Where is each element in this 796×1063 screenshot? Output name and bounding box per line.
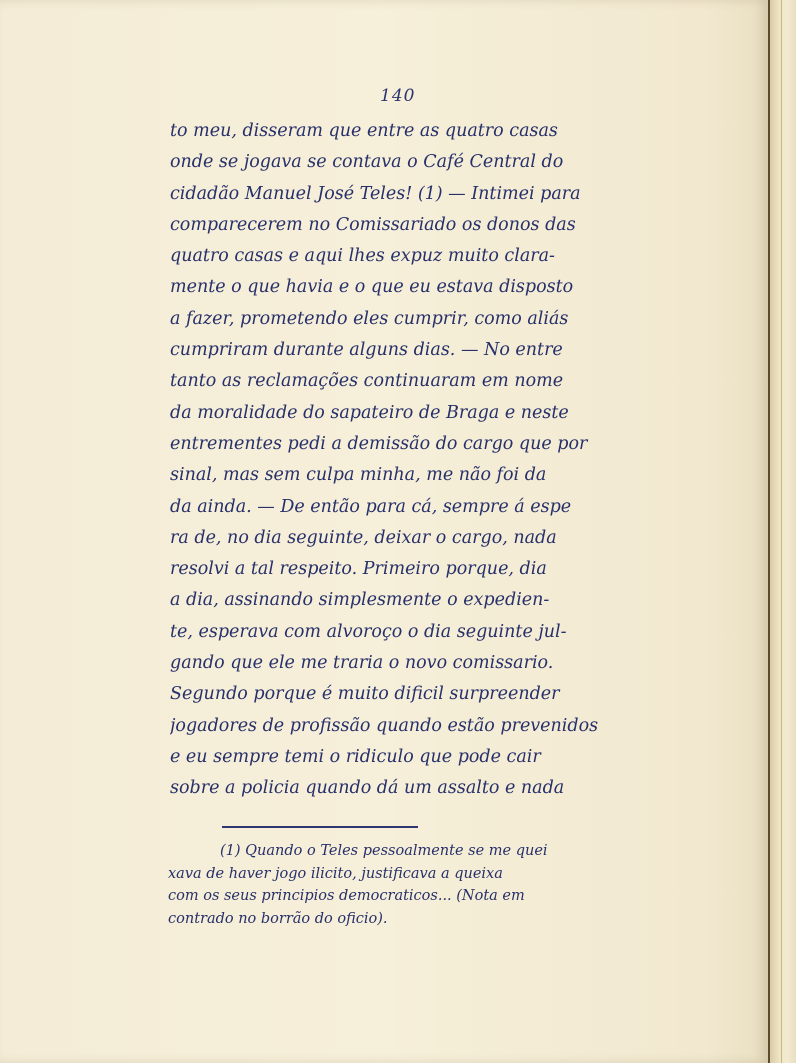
text-line: tanto as reclamações continuaram em nome xyxy=(170,371,564,392)
page-edge-line xyxy=(781,0,782,1063)
text-line: comparecerem no Comissariado os donos das xyxy=(170,214,576,235)
text-line: to meu, disseram que entre as quatro casas xyxy=(170,121,558,141)
text-line: sobre a policia quando dá um assalto e nada xyxy=(170,778,565,799)
text-line: te, esperava com alvoroço o dia seguinte jul- xyxy=(170,621,567,642)
text-line: entrementes pedi a demissão do cargo que por xyxy=(170,433,588,454)
text-line: cidadão Manuel José Teles! (1) — Intimei para xyxy=(170,183,581,204)
footnote-line: (1) Quando o Teles pessoalmente se me quei xyxy=(220,843,548,859)
text-line: a dia, assinando simplesmente o expedien- xyxy=(170,590,550,611)
text-line: da ainda. — De então para cá, sempre á espe xyxy=(170,496,572,517)
text-line: ra de, no dia seguinte, deixar o cargo, nada xyxy=(170,527,557,548)
text-line: a fazer, prometendo eles cumprir, como aliás xyxy=(170,308,569,329)
text-line: onde se jogava se contava o Café Central do xyxy=(170,152,564,173)
footnote xyxy=(168,840,688,930)
text-line: gando que ele me traria o novo comissario. xyxy=(170,653,554,674)
text-line: Segundo porque é muito dificil surpreender xyxy=(170,684,560,705)
adjacent-page-edge xyxy=(768,0,796,1063)
footnote-line: contrado no borrão do oficio). xyxy=(168,910,388,927)
text-line: jogadores de profissão quando estão prevenidos xyxy=(170,715,599,736)
text-line: mente o que havia e o que eu estava disposto xyxy=(170,277,574,298)
text-line: sinal, mas sem culpa minha, me não foi da xyxy=(170,465,547,486)
text-line: resolvi a tal respeito. Primeiro porque, dia xyxy=(170,559,547,580)
footnote-line: xava de haver jogo ilicito, justificava a queixa xyxy=(168,865,503,882)
text-line: cumpriram durante alguns dias. — No entre xyxy=(170,340,563,361)
footnote-line: com os seus principios democraticos... (Nota em xyxy=(168,888,525,904)
footnote-divider xyxy=(222,826,418,828)
text-line: quatro casas e aqui lhes expuz muito clara- xyxy=(170,246,555,267)
manuscript-body xyxy=(170,116,690,805)
page-number: 140 xyxy=(380,86,416,106)
text-line: da moralidade do sapateiro de Braga e neste xyxy=(170,402,569,423)
text-line: e eu sempre temi o ridiculo que pode cair xyxy=(170,746,541,767)
